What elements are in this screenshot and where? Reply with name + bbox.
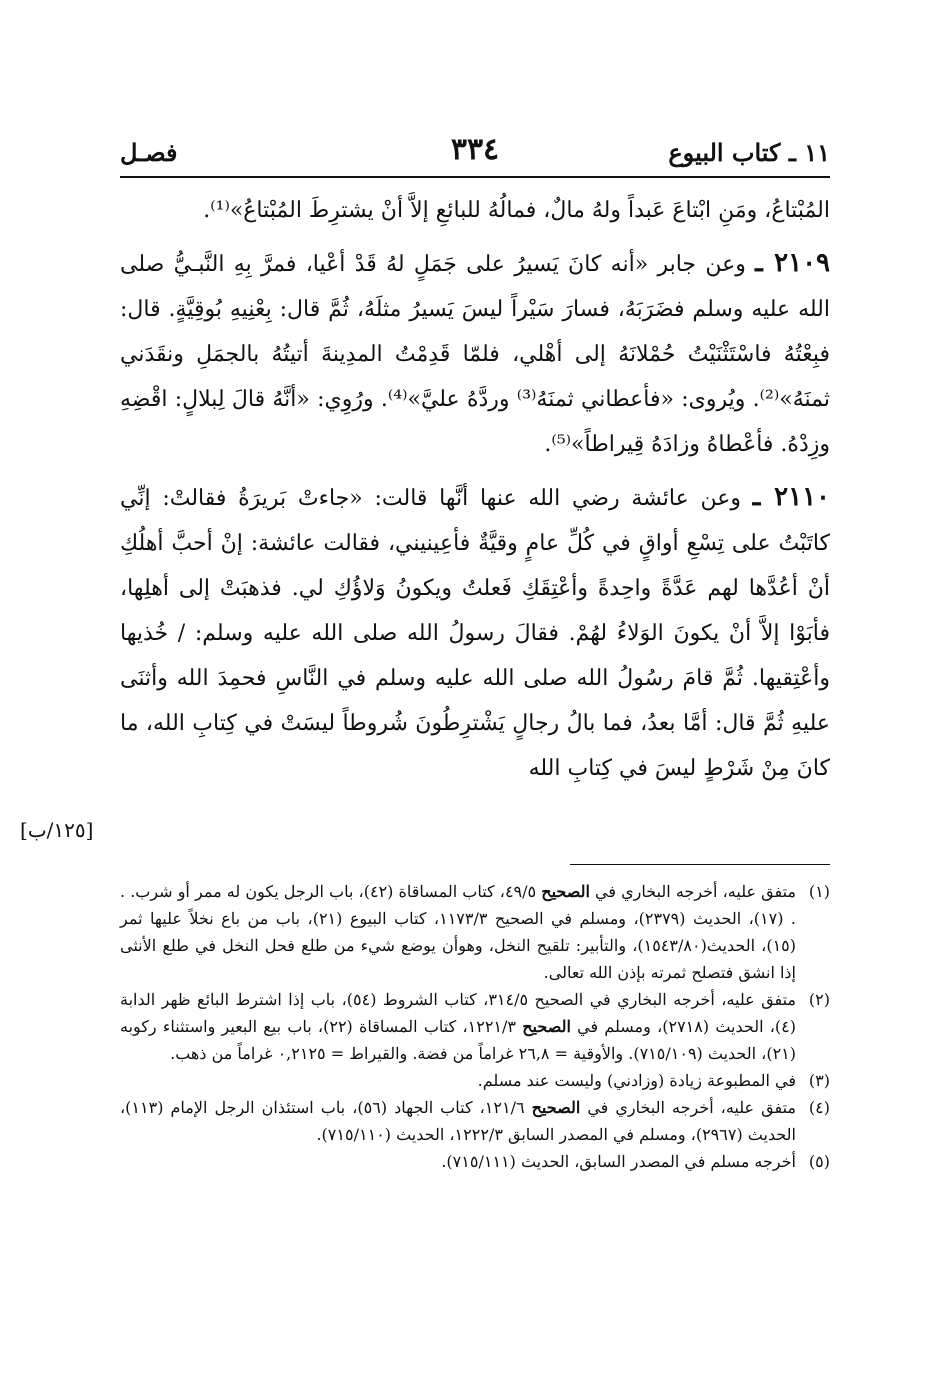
footnote — [120, 986, 830, 1067]
footnote-number: (٤) — [808, 1098, 830, 1117]
page-header — [120, 130, 830, 178]
footnote-text: أخرجه مسلم في المصدر السابق، الحديث (٧١٥/١١١). — [441, 1152, 796, 1171]
hadith-number: ٢١١٠ ـ — [752, 482, 830, 512]
manuscript-folio-note: [١٢٥/ب] — [20, 818, 94, 842]
footnote-number: (٥) — [808, 1152, 830, 1171]
footnote-text: متفق عليه، أخرجه البخاري في الصحيح ١٢١/٦، كتاب الجهاد (٥٦)، باب استئذان الرجل الإمام (١١٣)، الحديث (٢٩٦٧)، ومسلم في المصدر السابق ١٢٢٢/٣، الحديث (٧١٥/١١٠). — [120, 1098, 796, 1144]
footnote-number: (٣) — [808, 1071, 830, 1090]
footnote-text: متفق عليه، أخرجه البخاري في الصحيح ٣١٤/٥، كتاب الشروط (٥٤)، باب إذا اشترط البائع ظهر الدابة (٤)، الحديث (٢٧١٨)، ومسلم في الصحيح ١٢٢١/٣، كتاب المساقاة (٢٢)، باب بيع البعير واستثناء ركوبه (٢١)، الحديث (٧١٥/١٠٩). والأوقية = ٢٦,٨ غراماً من فضة. والقيراط = ٠,٢١٢٥ غراماً من ذهب. — [120, 990, 797, 1063]
footnote-number: (٢) — [808, 990, 830, 1009]
hadith-2109 — [120, 241, 830, 467]
hadith-2110 — [120, 475, 830, 791]
footnote-divider — [570, 864, 830, 865]
footnote-text: في المطبوعة زيادة (وزادني) وليست عند مسلم. — [477, 1071, 796, 1090]
opening-paragraph: المُبْتاعُ، ومَنِ ابْتاعَ عَبداً ولهُ مالٌ، فمالُهُ للبائعِ إلاَّ أنْ يشترِطَ المُبْتاعُ»⁽¹⁾. — [203, 198, 830, 223]
footnotes — [120, 878, 830, 1175]
hadith-number: ٢١٠٩ ـ — [755, 248, 830, 278]
hadith-text: وعن عائشة رضي الله عنها أنَّها قالت: «جاءتْ بَريرَةُ فقالتْ: إنِّي كاتَبْتُ على تِسْعِ أواقٍ في كُلِّ عامٍ وقيَّةٌ فأعِينيني، فقالت عائشة: إنْ أحبَّ أهلُكِ أنْ أعُدَّها لهم عَدَّةً واحِدةً وأعْتِقَكِ فَعلتُ ويكونُ وَلاؤُكِ لي. فذهبَتْ إلى أهلِها، فأبَوْا إلاَّ أنْ يكونَ الوَلاءُ لهُمْ. فقالَ رسولُ الله صلى الله عليه وسلم: / خُذيها وأعْتِقيها. ثُمَّ قامَ رسُولُ الله صلى الله عليه وسلم في النَّاسِ فحمِدَ الله وأثنَى عليهِ ثُمَّ قال: أمَّا بعدُ، فما بالُ رجالٍ يَشْترِطُونَ شُروطاً ليسَتْ في كِتابِ الله، ما كانَ مِنْ شَرْطٍ ليسَ في كِتابِ الله — [120, 486, 830, 781]
section-title: فصـل — [120, 138, 178, 167]
footnote — [120, 1094, 830, 1148]
footnote — [120, 1148, 830, 1175]
hadith-text: وعن جابر «أنه كانَ يَسيرُ على جَمَلٍ لهُ قَدْ أعْيا، فمرَّ بِهِ النَّبـيُّ صلى الله عليه وسلم فضَرَبَهُ، فسارَ سَيْراً ليسَ يَسيرُ مثلَهُ، ثُمَّ قال: بِعْنِيهِ بُوقِيَّةٍ. قال: فبِعْتُهُ فاسْتَثْنَيْتُ حُمْلانَهُ إلى أهْلي، فلمّا قَدِمْتُ المدِينةَ أتيتُهُ بالجمَلِ ونقَدَني ثمنَهُ»⁽²⁾. ويُروى: «فأعطاني ثمنَهُ⁽³⁾ وردَّهُ عليَّ»⁽⁴⁾. ورُوِي: «أنَّهُ قالَ لِبلالٍ: اقْضِهِ وزِدْهُ. فأعْطاهُ وزادَهُ قِيراطاً»⁽⁵⁾. — [120, 252, 830, 457]
chapter-title: ١١ ـ كتاب البيوع — [668, 138, 830, 167]
book-page — [20, 130, 830, 1171]
footnote — [120, 1067, 830, 1094]
footnote-number: (١) — [808, 882, 830, 901]
footnote-text: متفق عليه، أخرجه البخاري في الصحيح ٤٩/٥، كتاب المساقاة (٤٢)، باب الرجل يكون له ممر أو شرب. . . (١٧)، الحديث (٢٣٧٩)، ومسلم في الصحيح ١١٧٣/٣، كتاب البيوع (٢١)، باب من باع نخلاً عليها ثمر (١٥)، الحديث(١٥٤٣/٨٠)، والتأبير: تلقيح النخل، وهوأن يوضع شيء من طلع فحل النخل في طلع الأنثى إذا انشق فتصلح ثمرته بإذن الله تعالى. — [120, 882, 797, 982]
main-text — [120, 188, 830, 791]
page-number: ٣٣٤ — [450, 132, 500, 167]
footnote — [120, 878, 830, 986]
